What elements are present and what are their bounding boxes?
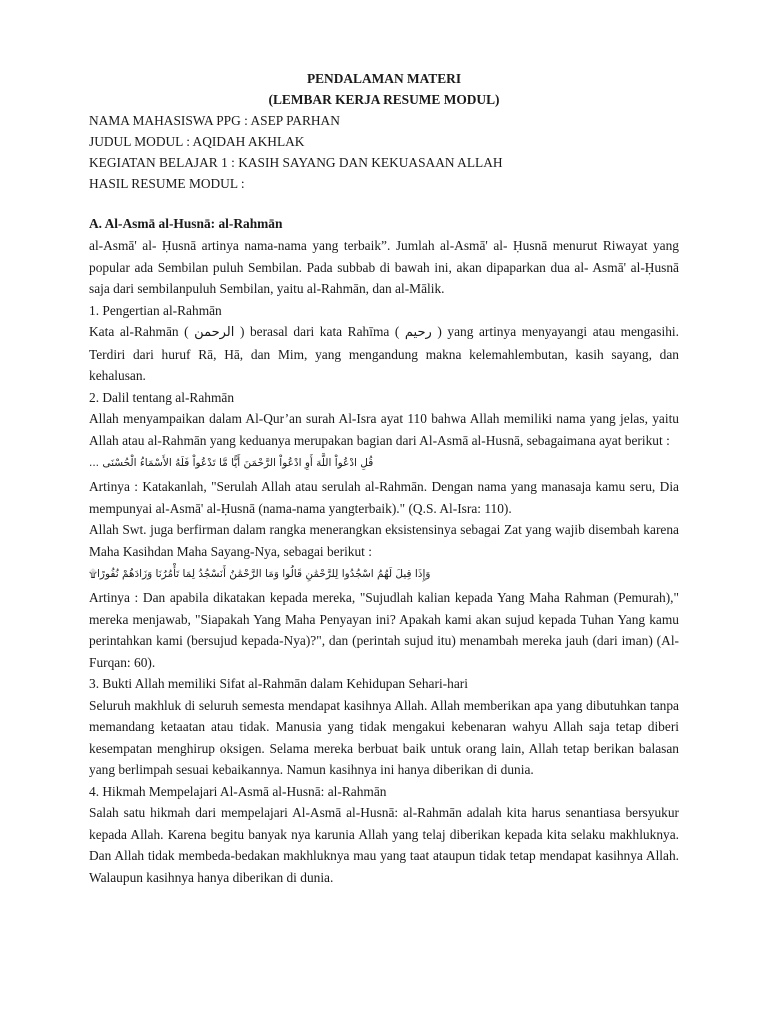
part-3-text: Seluruh makhluk di seluruh semesta mendapat kasihnya Allah. Allah memberikan apa yang dibutuhkan tanpa memandang ketaatan atau tidak. Manusia yang tidak mengakui kebenaran wahyu Allah saja tetap diberi kesempatan menghirup oksigen. Selama mereka berbuat baik untuk orang lain, Allah tetap berikan balasan yang berlimpah sesuai kebaikannya. Namun kasihnya ini hanya diberikan di dunia. xyxy=(89,697,679,777)
quran-verse-al-isra-110: قُلِ ادْعُواْ اللَّهَ أَوِ ادْعُواْ الرَّحْمَنَ أَيًّا مَّا تَدْعُواْ فَلَهُ الأَسْمَاءُ الْحُسْنَى ... xyxy=(89,457,374,469)
student-name: NAMA MAHASISWA PPG : ASEP PARHAN xyxy=(89,113,340,128)
part-1-text-b: ) berasal dari kata Rahīma ( xyxy=(239,324,400,339)
part-1-text-c: ) yang artinya menyayangi atau mengasihi. Terdiri dari huruf Rā, Hā, dan Mim, yang mengandung makna kelemahlembutan, kasih sayang, dan kehalusan. xyxy=(89,324,679,383)
section-a-intro: al-Asmā' al- Ḥusnā artinya nama-nama yang terbaik”. Jumlah al-Asmā' al- Ḥusnā menurut Riwayat yang popular ada Sembilan puluh Sembilan. Pada subbab di bawah ini, akan dipaparkan dua al- Asmā' al-Ḥusnā saja dari sembilanpuluh Sembilan, yaitu al-Rahmān, dan al-Mālik. xyxy=(89,238,679,296)
part-2-heading: 2. Dalil tentang al-Rahmān xyxy=(89,389,235,405)
learning-activity: KEGIATAN BELAJAR 1 : KASIH SAYANG DAN KEKUASAAN ALLAH xyxy=(89,155,503,170)
quran-verse-al-furqan-60: وَإِذَا قِيلَ لَهُمُ اسْجُدُوا لِلرَّحْمَٰنِ قَالُوا وَمَا الرَّحْمَٰنُ أَنَسْجُدُ لِمَا تَأْمُرُنَا وَزَادَهُمْ نُفُورًا۩ xyxy=(89,568,431,580)
part-4-text: Salah satu hikmah dari mempelajari Al-Asmā al-Husnā: al-Rahmān adalah kita harus senantiasa bersyukur kepada Allah. Karena begitu banyak nya karunia Allah yang telaj diberikan kepada kita selaku makhluknya. Dan Allah tidak membeda-bedakan makhluknya mau yang taat ataupun tidak tetap mendapat kasihnya Allah. Walaupun kasihnya hanya diberikan di dunia. xyxy=(89,805,679,885)
module-title: JUDUL MODUL : AQIDAH AKHLAK xyxy=(89,134,305,149)
translation-al-furqan-60: Artinya : Dan apabila dikatakan kepada mereka, "Sujudlah kalian kepada Yang Maha Rahman (Pemurah)," mereka menjawab, "Siapakah Yang Maha Penyayan ini? Apakah kami akan sujud kepada Tuhan Yang kamu perintahkan kami (bersujud kepada-Nya)?", dan (perintah sujud itu) menambah mereka jauh (dari iman) (Al-Furqan: 60). xyxy=(89,590,679,670)
spacer xyxy=(89,194,679,213)
document-content xyxy=(89,68,679,888)
part-1-heading: 1. Pengertian al-Rahmān xyxy=(89,302,222,318)
part-1-text-a: Kata al-Rahmān ( xyxy=(89,324,189,339)
arabic-word-rahim: رحيم xyxy=(404,325,432,340)
document-subtitle: (LEMBAR KERJA RESUME MODUL) xyxy=(268,92,500,107)
part-1-text xyxy=(89,321,679,387)
part-4-heading: 4. Hikmah Mempelajari Al-Asmā al-Husnā: al-Rahmān xyxy=(89,783,387,799)
resume-result-label: HASIL RESUME MODUL : xyxy=(89,176,245,191)
part-3-heading: 3. Bukti Allah memiliki Sifat al-Rahmān dalam Kehidupan Sehari-hari xyxy=(89,676,468,691)
arabic-word-rahman: الرحمن xyxy=(194,325,235,340)
section-a-heading: A. Al-Asmā al-Husnā: al-Rahmān xyxy=(89,216,283,231)
part-2-text-2: Allah Swt. juga berfirman dalam rangka menerangkan eksistensinya sebagai Zat yang wajib disembah karena Maha Kasihdan Maha Sayang-Nya, sebagai berikut : xyxy=(89,522,679,559)
part-2-text-1: Allah menyampaikan dalam Al-Qur’an surah Al-Isra ayat 110 bahwa Allah memiliki nama yang jelas, yaitu Allah atau al-Rahmān yang keduanya merupakan bagian dari Al-Asmā al-Husnā, sebagaimana ayat berikut : xyxy=(89,411,679,448)
translation-al-isra-110: Artinya : Katakanlah, "Serulah Allah atau serulah al-Rahmān. Dengan nama yang manasaja kamu seru, Dia mempunyai al-Asmā' al-Ḥusnā (nama-nama yangterbaik)." (Q.S. Al-Isra: 110). xyxy=(89,479,679,516)
document-title: PENDALAMAN MATERI xyxy=(306,71,462,86)
